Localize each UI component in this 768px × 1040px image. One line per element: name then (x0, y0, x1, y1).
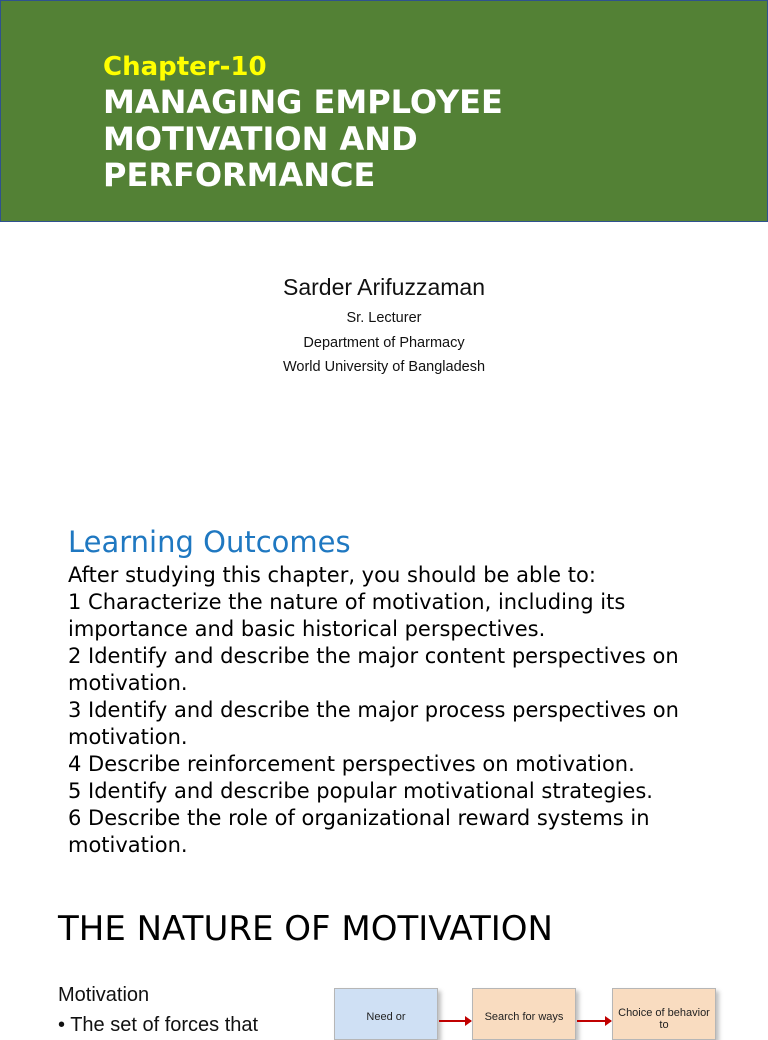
chapter-title: MANAGING EMPLOYEE MOTIVATION AND PERFORMANCE (103, 83, 503, 194)
need-box: Need or (334, 988, 438, 1040)
author-name: Sarder Arifuzzaman (283, 274, 485, 300)
author-position: Sr. Lecturer (346, 310, 422, 326)
choice-box: Choice of behavior to (612, 988, 716, 1040)
learning-outcome-item: 1 Characterize the nature of motivation, including its importance and basic historical perspectives. (68, 590, 626, 641)
learning-outcome-item: 6 Describe the role of organizational reward systems in motivation. (68, 806, 650, 857)
author-university: World University of Bangladesh (282, 359, 486, 375)
learning-outcomes-heading: Learning Outcomes (68, 525, 351, 559)
learning-outcomes-intro: After studying this chapter, you should be able to: (68, 563, 596, 587)
arrow-icon (577, 1020, 611, 1022)
nature-of-motivation-heading: THE NATURE OF MOTIVATION (58, 909, 553, 949)
learning-outcome-item: 3 Identify and describe the major process perspectives on motivation. (68, 698, 679, 749)
chapter-label: Chapter-10 (103, 52, 267, 82)
author-department: Department of Pharmacy (303, 334, 465, 351)
motivation-flow-diagram (296, 980, 768, 1031)
motivation-label: Motivation (58, 984, 150, 1006)
learning-outcomes-section (68, 522, 748, 859)
motivation-bullet: • The set of forces that (58, 1014, 259, 1036)
learning-outcome-item: 4 Describe reinforcement perspectives on motivation. (68, 752, 635, 776)
arrow-icon (439, 1020, 471, 1022)
title-slide (0, 0, 768, 222)
learning-outcome-item: 5 Identify and describe popular motivational strategies. (68, 779, 653, 803)
search-box: Search for ways (472, 988, 576, 1040)
author-block (0, 270, 768, 380)
learning-outcome-item: 2 Identify and describe the major content perspectives on motivation. (68, 644, 679, 695)
